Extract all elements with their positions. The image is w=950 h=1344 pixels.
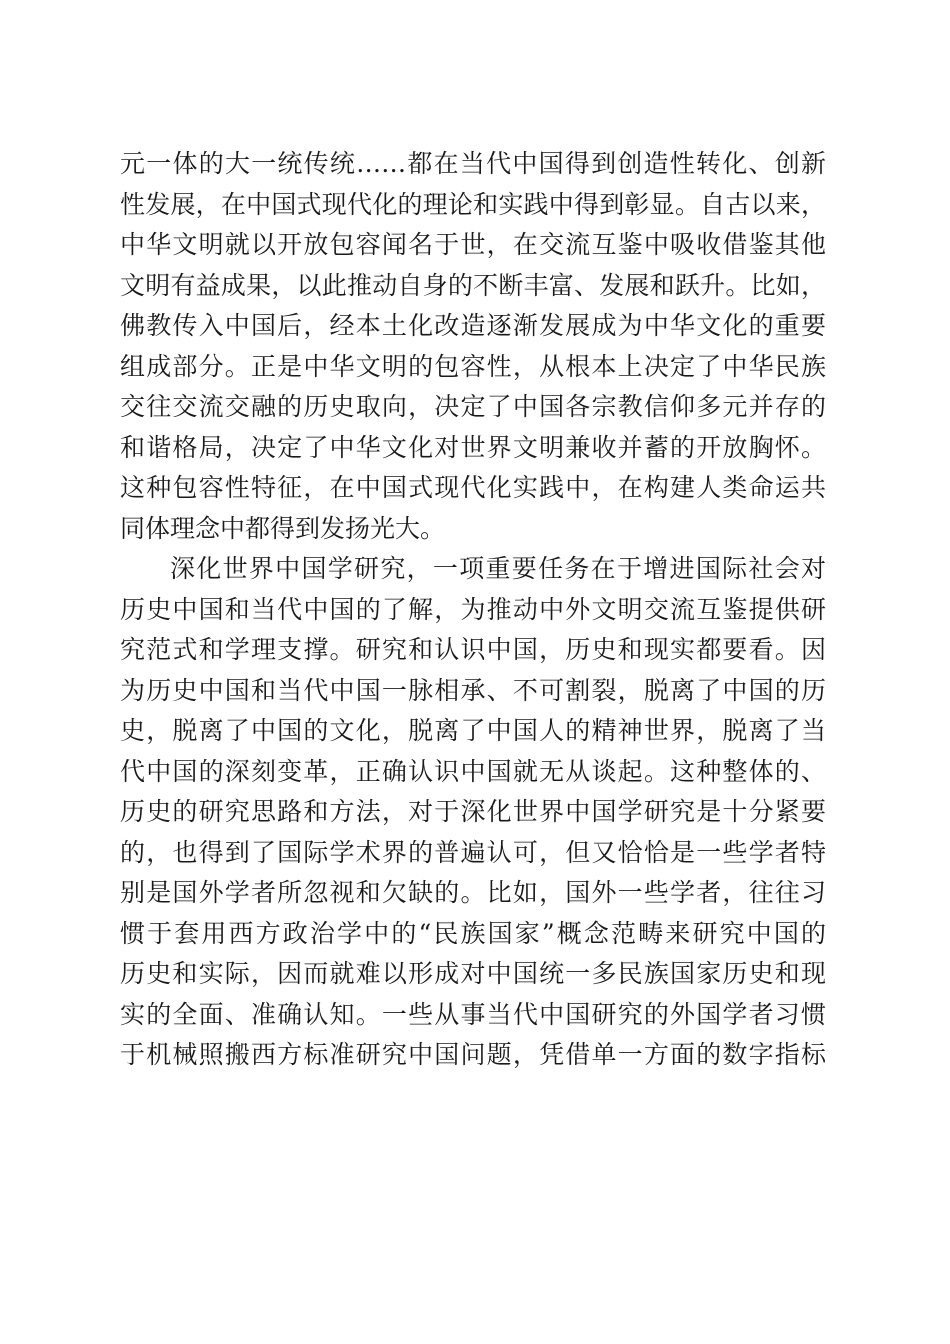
text-line: 为历史中国和当代中国一脉相承、不可割裂，脱离了中国的历 — [120, 675, 826, 705]
text-line: 历史和实际，因而就难以形成对中国统一多民族国家历史和现 — [120, 959, 826, 988]
text-line: 历史中国和当代中国的了解，为推动中外文明交流互鉴提供研 — [120, 594, 826, 624]
text-line: 的，也得到了国际学术界的普遍认可，但又恰恰是一些学者特 — [120, 837, 826, 867]
text-line: 历史的研究思路和方法，对于深化世界中国学研究是十分紧要 — [120, 797, 826, 826]
text-line: 深化世界中国学研究，一项重要任务在于增进国际社会对 — [170, 554, 826, 583]
text-line: 史，脱离了中国的文化，脱离了中国人的精神世界，脱离了当 — [120, 716, 826, 745]
text-line: 和谐格局，决定了中华文化对世界文明兼收并蓄的开放胸怀。 — [120, 432, 826, 462]
text-line: 组成部分。正是中华文明的包容性，从根本上决定了中华民族 — [120, 351, 826, 381]
text-line: 元一体的大一统传统……都在当代中国得到创造性转化、创新 — [120, 149, 826, 178]
text-line: 别是国外学者所忽视和欠缺的。比如，国外一些学者，往往习 — [120, 878, 826, 907]
text-line: 究范式和学理支撑。研究和认识中国，历史和现实都要看。因 — [120, 635, 826, 664]
paragraph-2 — [120, 549, 826, 1076]
text-line: 惯于套用西方政治学中的“民族国家”概念范畴来研究中国的 — [120, 918, 826, 948]
text-line: 实的全面、准确认知。一些从事当代中国研究的外国学者习惯 — [120, 999, 826, 1029]
body-text — [120, 144, 826, 1076]
text-line: 文明有益成果，以此推动自身的不断丰富、发展和跃升。比如， — [120, 270, 826, 300]
paragraph-1 — [120, 144, 826, 549]
text-line: 中华文明就以开放包容闻名于世，在交流互鉴中吸收借鉴其他 — [120, 230, 826, 259]
text-line: 性发展，在中国式现代化的理论和实践中得到彰显。自古以来， — [120, 189, 826, 219]
text-line: 这种包容性特征，在中国式现代化实践中，在构建人类命运共 — [120, 473, 826, 502]
text-line: 于机械照搬西方标准研究中国问题，凭借单一方面的数字指标 — [120, 1040, 826, 1069]
text-line: 交往交流交融的历史取向，决定了中国各宗教信仰多元并存的 — [120, 392, 826, 421]
text-line: 代中国的深刻变革，正确认识中国就无从谈起。这种整体的、 — [120, 756, 826, 786]
text-line: 同体理念中都得到发扬光大。 — [120, 513, 446, 543]
text-line: 佛教传入中国后，经本土化改造逐渐发展成为中华文化的重要 — [120, 311, 826, 340]
